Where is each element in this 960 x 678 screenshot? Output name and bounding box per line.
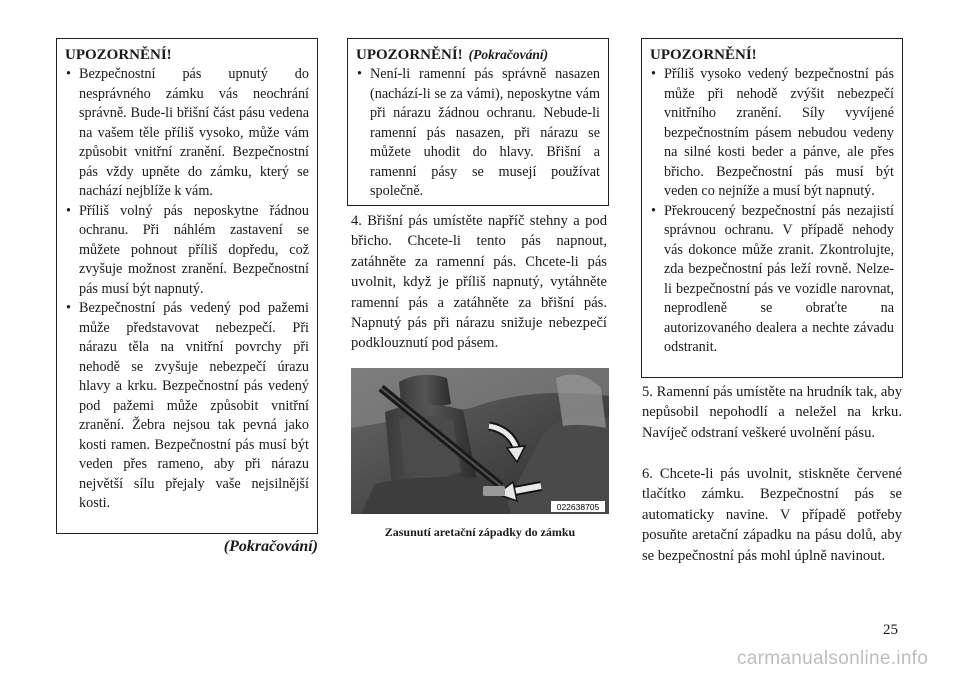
warning-item: • Bezpečnostní pás vedený pod pažemi může představovat nebezpečí. Při nárazu těla na vnitřní povrchy při nehodě se zvyšuje nebezpečí úrazu hlavy a krku. Bezpečnostní pás vedený pod pažemi může způsobit vnitřní zranění. Žebra nejsou tak pevná jako kosti ramen. Bezpečnostní pás musí být veden přes rameno, aby při nárazu největší sílu přejaly vaše nejsilnější kosti. (65, 299, 309, 514)
warning-item: • Překroucený bezpečnostní pás nezajistí správnou ochranu. V případě nehody vás dokonce může zranit. Zkontrolujte, zda bezpečnostní pás leží rovně. Nelze-li bezpečnostní pás ve vozidle narovnat, neprodleně se obraťte na autorizovaného dealera a nechte závadu odstranit. (650, 202, 894, 358)
warning-title-text: UPOZORNĚNÍ! (356, 47, 463, 63)
warning-list (356, 65, 600, 202)
seatbelt-figure (351, 368, 609, 514)
step-4-paragraph: 4. Břišní pás umístěte napříč stehny a pod břicho. Chcete-li tento pás napnout, zatáhněte za ramenní pás. Chcete-li pás uvolnit, když je příliš napnutý, vytáhněte ramenní pás a zatáhněte za břišní pás. Napnutý pás při nárazu snižuje nebezpečí podklouznutí pod pásem. (351, 213, 607, 352)
page-number: 25 (883, 622, 898, 638)
warning-box-right (641, 38, 903, 378)
watermark: carmanualsonline.info (737, 648, 929, 669)
continued-tag: (Pokračování) (468, 47, 549, 62)
seatbelt-illustration (351, 368, 609, 514)
warning-title: UPOZORNĚNÍ! (65, 47, 172, 63)
warning-item: • Příliš vysoko vedený bezpečnostní pás může při nehodě zvýšit nebezpečí vnitřního zranění. Síly vyvíjené bezpečnostním pásem nebudou vedeny na silné kosti beder a pánve, ale přes břicho. Bezpečnostní pás musí být veden co nejníže a musí být napnutý. (650, 65, 894, 202)
warning-title (356, 45, 600, 65)
continued-label: (Pokračování) (223, 538, 318, 555)
warning-box-left (56, 38, 318, 534)
warning-title: UPOZORNĚNÍ! (650, 47, 757, 63)
figure-code: 022638705 (556, 502, 600, 512)
figure-caption: Zasunutí aretační západky do zámku (384, 525, 576, 539)
warning-list (650, 65, 894, 358)
warning-item: • Není-li ramenní pás správně nasazen (nachází-li se za vámi), neposkytne vám při nárazu žádnou ochranu. Nebude-li ramenní pás nasazen, při nárazu se můžete uhodit do hlavy. Břišní a ramenní pásy se musejí používat společně. (356, 65, 600, 202)
step-5-paragraph: 5. Ramenní pás umístěte na hrudník tak, aby nepůsobil nepohodlí a neležel na krku. Navíječ odstraní veškeré uvolnění pásu. (642, 384, 902, 441)
warning-list (65, 65, 309, 514)
warning-box-middle (347, 38, 609, 206)
step-6-paragraph: 6. Chcete-li pás uvolnit, stiskněte červené tlačítko zámku. Bezpečnostní pás se automaticky navine. V případě potřeby posuňte aretační západku na pásu dolů, aby se bezpečnostní pás mohl úplně navinout. (642, 466, 902, 564)
warning-item: • Příliš volný pás neposkytne řádnou ochranu. Při náhlém zastavení se můžete pohnout příliš dopředu, což zvyšuje možnost zranění. Bezpečnostní pás musí být napnutý. (65, 202, 309, 300)
warning-item: • Bezpečnostní pás upnutý do nesprávného zámku vás neochrání správně. Bude-li břišní část pásu vedena na vašem těle příliš vysoko, může vám způsobit vnitřní zranění. Bezpečnostní pás vždy upněte do zámku, který se nachází nejblíže k vám. (65, 65, 309, 202)
